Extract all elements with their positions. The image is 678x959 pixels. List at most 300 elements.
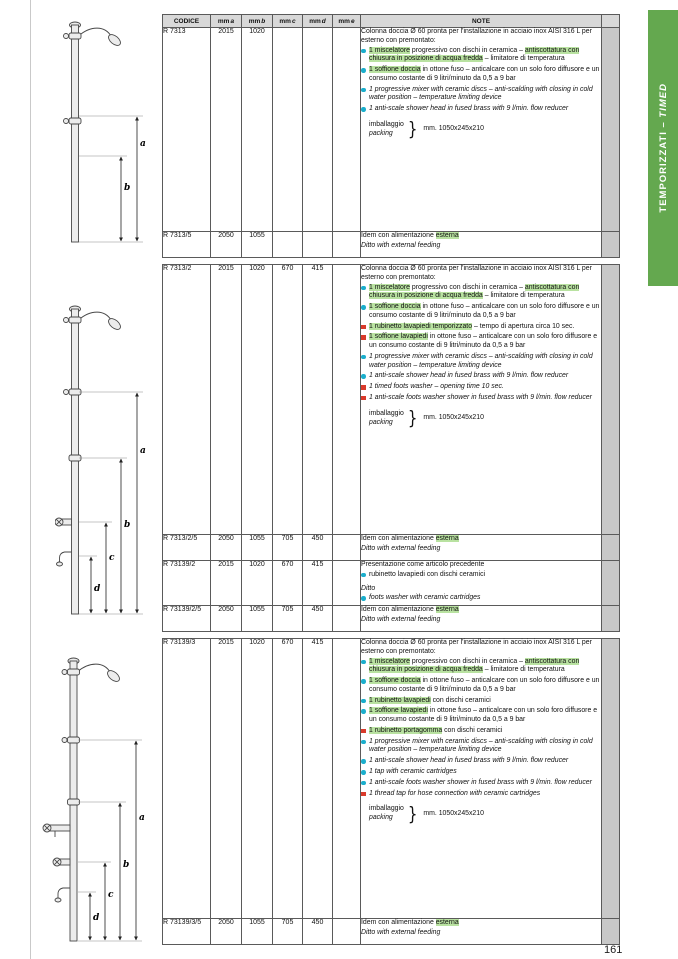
highlighted-text: esterna xyxy=(435,919,459,927)
mm-label: mm xyxy=(309,17,321,25)
dim-letter-b: b xyxy=(261,17,266,25)
dimension-cell xyxy=(333,535,361,561)
text-run: 1 progressive mixer with ceramic discs – anti-scalding with closing in cold water position – temperature limiting device xyxy=(369,737,593,754)
dot-bullet-icon xyxy=(361,305,366,310)
shower-head-icon xyxy=(107,316,123,331)
note-item xyxy=(361,707,601,725)
reference-cell xyxy=(602,919,620,945)
highlighted-text: 1 miscelatore xyxy=(369,283,410,291)
text-run: Idem con alimentazione xyxy=(361,232,436,239)
note-paragraph xyxy=(361,545,601,554)
note-text xyxy=(369,383,504,390)
mm-label: mm xyxy=(338,17,350,25)
dimension-cell xyxy=(333,561,361,606)
header-mm-e xyxy=(333,15,361,28)
note-paragraph xyxy=(361,242,601,251)
dot-bullet-icon xyxy=(361,679,366,684)
dimension-cell: 705 xyxy=(273,535,303,561)
note-item xyxy=(361,790,601,799)
product-code-cell: R 7313/2 xyxy=(163,265,211,535)
dimension-cell: 1020 xyxy=(242,561,273,606)
shower-column-figure xyxy=(64,22,123,242)
note-cell xyxy=(361,561,602,606)
note-paragraph xyxy=(361,28,601,46)
dim-label-d: d xyxy=(93,913,100,923)
highlighted-text: esterna xyxy=(435,535,459,542)
dimension-cell: 2050 xyxy=(211,535,242,561)
note-paragraph xyxy=(361,616,601,625)
spec-table-2 xyxy=(162,264,620,632)
dimension-cell xyxy=(303,232,333,258)
product-code-cell: R 7313/5 xyxy=(163,232,211,258)
dimension-annotations xyxy=(79,392,146,614)
text-run: 1 timed foots washer – opening time 10 sec. xyxy=(369,383,504,391)
text-run: in ottone fuso – anticalcare con un solo foro diffusore e un consumo costante di 9 litri/minuto da 0,5 a 9 bar xyxy=(369,677,600,693)
dimension-cell xyxy=(333,606,361,632)
product-code-cell: R 73139/3/5 xyxy=(163,919,211,945)
dot-bullet-icon xyxy=(361,88,366,93)
dot-bullet-icon xyxy=(361,759,366,764)
note-cell xyxy=(361,639,602,919)
dimension-cell: 2050 xyxy=(211,919,242,945)
text-run: Colonna doccia Ø 60 pronta per l'installazione in acciaio inox AISI 316 L per esterno con premontato: xyxy=(361,265,592,281)
note-item xyxy=(361,677,601,695)
text-run: Ditto with external feeding xyxy=(361,928,441,936)
note-item xyxy=(361,303,601,321)
note-text xyxy=(369,284,579,300)
note-text xyxy=(369,594,480,601)
note-paragraph xyxy=(361,561,601,570)
mm-label: mm xyxy=(217,17,230,25)
packing-labels xyxy=(369,410,404,428)
dimension-cell xyxy=(273,232,303,258)
note-item xyxy=(361,658,601,676)
dot-bullet-icon xyxy=(361,709,366,714)
banner-separator: – xyxy=(657,117,669,132)
reference-cell xyxy=(602,265,620,535)
square-bullet-icon xyxy=(361,729,366,734)
note-item xyxy=(361,779,601,788)
note-paragraph xyxy=(361,919,601,928)
dimension-cell: 1020 xyxy=(242,28,273,232)
square-bullet-icon xyxy=(361,325,366,330)
dim-label-b: b xyxy=(123,860,130,870)
dimension-cell: 1055 xyxy=(242,919,273,945)
text-run: Ditto with external feeding xyxy=(361,544,441,552)
note-item xyxy=(361,284,601,302)
reference-cell xyxy=(602,639,620,919)
packing-note xyxy=(369,406,601,430)
text-run: – limitatore di temperatura xyxy=(482,55,565,63)
highlighted-text: esterna xyxy=(435,232,459,239)
mm-label: mm xyxy=(248,17,261,25)
highlighted-text: 1 miscelatore xyxy=(369,46,410,54)
text-run: Ditto xyxy=(361,584,376,592)
text-run: 1 anti-scale shower head in fused brass with 9 l/min. flow reducer xyxy=(369,105,569,113)
product-code-cell: R 73139/3 xyxy=(163,639,211,919)
dot-bullet-icon xyxy=(361,781,366,786)
square-bullet-icon xyxy=(361,335,366,340)
dimension-cell xyxy=(333,639,361,919)
shower-column-figure xyxy=(55,306,122,614)
shower-column-drawing-1 xyxy=(55,16,160,248)
note-item xyxy=(361,86,601,104)
packing-label-it: imballaggio xyxy=(369,805,404,813)
note-text xyxy=(369,66,599,82)
text-run: Idem con alimentazione xyxy=(361,606,436,614)
note-text xyxy=(369,658,579,674)
note-text xyxy=(369,738,593,754)
dot-bullet-icon xyxy=(361,573,366,578)
text-run: 1 anti-scale shower head in fused brass with 9 l/min. flow reducer xyxy=(369,372,569,380)
reference-cell xyxy=(602,535,620,561)
text-run: – tempo di apertura circa 10 sec. xyxy=(472,322,575,330)
dimension-cell xyxy=(273,28,303,232)
packing-label-en: packing xyxy=(369,418,393,426)
text-run: in ottone fuso – anticalcare con un solo foro diffusore e un consumo costante di 9 litri/minuto da 0,5 a 9 bar xyxy=(369,333,598,350)
dim-label-c: c xyxy=(109,553,115,563)
table-row xyxy=(163,606,620,632)
note-paragraph xyxy=(361,639,601,657)
dimension-cell: 1055 xyxy=(242,535,273,561)
note-cell xyxy=(361,265,602,535)
text-run: progressivo con dischi in ceramica – xyxy=(409,283,525,291)
packing-size: mm. 1050x245x210 xyxy=(423,809,484,817)
highlighted-text: 1 rubinetto portagomma xyxy=(369,726,443,734)
dim-letter-a: a xyxy=(230,17,235,25)
note-paragraph xyxy=(361,535,601,544)
note-item xyxy=(361,323,601,332)
packing-note xyxy=(369,802,601,825)
brace-glyph: } xyxy=(407,117,418,141)
note-item xyxy=(361,383,601,392)
spec-table-1 xyxy=(162,14,620,258)
text-run: con dischi ceramici xyxy=(442,726,503,734)
table-row xyxy=(163,639,620,919)
brace-glyph: } xyxy=(407,802,418,825)
dimension-cell: 670 xyxy=(273,639,303,919)
product-code-cell: R 7313 xyxy=(163,28,211,232)
note-text xyxy=(369,86,593,102)
shower-column-drawing-2 xyxy=(55,300,160,622)
dimension-cell xyxy=(303,28,333,232)
packing-size: mm. 1050x245x210 xyxy=(423,414,484,422)
note-item xyxy=(361,738,601,756)
note-item xyxy=(361,768,601,777)
dimension-cell: 415 xyxy=(303,639,333,919)
dimension-cell: 450 xyxy=(303,535,333,561)
dot-bullet-icon xyxy=(361,107,366,112)
dim-label-d: d xyxy=(94,584,101,594)
note-text xyxy=(361,242,440,249)
table-row xyxy=(163,232,620,258)
reference-cell xyxy=(602,561,620,606)
highlighted-text: 1 rubinetto lavapiedi temporizzato xyxy=(369,322,473,330)
text-run: 1 progressive mixer with ceramic discs – anti-scalding with closing in cold water position – temperature limiting device xyxy=(369,352,593,369)
text-run: Ditto with external feeding xyxy=(361,615,441,623)
text-run: 1 progressive mixer with ceramic discs – anti-scalding with closing in cold water position – temperature limiting device xyxy=(369,85,593,102)
note-text xyxy=(361,585,375,592)
note-text xyxy=(369,790,540,797)
square-bullet-icon xyxy=(361,396,366,401)
dimension-cell: 2015 xyxy=(211,561,242,606)
note-text xyxy=(369,47,579,63)
note-cell xyxy=(361,232,602,258)
dim-letter-c: c xyxy=(291,17,296,25)
dim-label-a: a xyxy=(140,446,146,456)
text-run: 1 tap with ceramic cartridges xyxy=(369,768,457,776)
note-cell xyxy=(361,535,602,561)
dot-bullet-icon xyxy=(361,699,366,704)
note-paragraph xyxy=(361,265,601,283)
text-run: con dischi ceramici xyxy=(430,696,491,704)
text-run: 1 anti-scale shower head in fused brass with 9 l/min. flow reducer xyxy=(369,757,569,765)
note-text xyxy=(369,768,457,775)
highlighted-text: esterna xyxy=(435,606,459,614)
spec-tables xyxy=(162,14,620,951)
shower-head-icon xyxy=(106,668,122,683)
dot-bullet-icon xyxy=(361,355,366,360)
dimension-cell: 2015 xyxy=(211,28,242,232)
text-run: progressivo con dischi in ceramica – xyxy=(409,657,525,665)
dimension-cell: 670 xyxy=(273,561,303,606)
note-text xyxy=(369,303,599,319)
note-text xyxy=(361,606,459,613)
dot-bullet-icon xyxy=(361,660,366,665)
note-text xyxy=(361,535,459,542)
note-item xyxy=(361,697,601,706)
highlighted-text: 1 soffione doccia xyxy=(369,677,421,685)
text-run: – limitatore di temperatura xyxy=(482,292,565,300)
shower-head-icon xyxy=(107,32,123,47)
foot-washer-spout-icon xyxy=(55,888,70,902)
packing-label-it: imballaggio xyxy=(369,409,404,417)
note-item xyxy=(361,372,601,381)
dot-bullet-icon xyxy=(361,286,366,291)
product-code-cell: R 7313/2/5 xyxy=(163,535,211,561)
dimension-cell: 415 xyxy=(303,265,333,535)
dimension-cell xyxy=(333,28,361,232)
note-item xyxy=(361,727,601,736)
packing-label-en: packing xyxy=(369,814,393,822)
dimension-cell: 705 xyxy=(273,919,303,945)
note-text xyxy=(369,757,568,764)
text-run: – limitatore di temperatura xyxy=(482,666,565,674)
table-row xyxy=(163,919,620,945)
product-code-cell: R 73139/2 xyxy=(163,561,211,606)
dimension-cell xyxy=(333,232,361,258)
foot-washer-tap-icon xyxy=(53,858,70,866)
text-run: progressivo con dischi in ceramica – xyxy=(409,46,525,54)
dimension-cell xyxy=(333,919,361,945)
dimension-cell: 1055 xyxy=(242,606,273,632)
highlighted-text: 1 rubinetto lavapiedi xyxy=(369,696,431,704)
dimension-cell: 450 xyxy=(303,919,333,945)
banner-bold-text: TEMPORIZZATI xyxy=(657,131,669,213)
page-edge-line xyxy=(30,0,31,959)
dim-letter-d: d xyxy=(321,17,326,25)
note-cell xyxy=(361,28,602,232)
note-paragraph xyxy=(361,606,601,615)
text-run: 1 anti-scale foots washer shower in fused brass with 9 l/min. flow reducer xyxy=(369,393,592,401)
note-text xyxy=(361,28,592,44)
note-item xyxy=(361,105,601,114)
note-item xyxy=(361,571,601,580)
dimension-annotations xyxy=(79,116,146,242)
banner-italic-text: TIMED xyxy=(657,83,669,118)
highlighted-text: antiscottatura con chiusura in posizione di acqua fredda xyxy=(369,46,580,63)
reference-cell xyxy=(602,606,620,632)
note-item xyxy=(361,594,601,603)
reference-cell xyxy=(602,28,620,232)
text-run: Colonna doccia Ø 60 pronta per l'installazione in acciaio inox AISI 316 L per esterno con premontato: xyxy=(361,28,592,44)
foot-washer-spout-icon xyxy=(57,552,72,566)
note-text xyxy=(369,105,568,112)
dimension-cell: 450 xyxy=(303,606,333,632)
dimension-cell: 2050 xyxy=(211,606,242,632)
packing-size: mm. 1050x245x210 xyxy=(423,125,484,133)
dimension-cell xyxy=(333,265,361,535)
dot-bullet-icon xyxy=(361,68,366,73)
note-text xyxy=(361,561,484,568)
dim-label-a: a xyxy=(140,139,146,149)
table-row xyxy=(163,561,620,606)
note-text xyxy=(361,545,440,552)
note-item xyxy=(361,66,601,84)
product-code-cell: R 73139/2/5 xyxy=(163,606,211,632)
dimension-cell: 1055 xyxy=(242,232,273,258)
note-item xyxy=(361,394,601,403)
dot-bullet-icon xyxy=(361,740,366,745)
table-row xyxy=(163,535,620,561)
note-paragraph xyxy=(361,929,601,938)
dim-label-a: a xyxy=(139,813,145,823)
packing-labels xyxy=(369,805,404,823)
note-text xyxy=(369,333,597,349)
text-run: in ottone fuso – anticalcare con un solo foro diffusore e un consumo costante di 9 litri/minuto da 0,5 a 9 bar xyxy=(369,303,600,319)
text-run: Ditto with external feeding xyxy=(361,241,441,249)
note-paragraph xyxy=(361,585,601,594)
header-mm-d xyxy=(303,15,333,28)
square-bullet-icon xyxy=(361,385,366,390)
side-banner xyxy=(648,10,678,286)
highlighted-text: 1 soffione lavapiedi xyxy=(369,333,428,341)
dimension-cell: 1020 xyxy=(242,265,273,535)
brace-glyph: } xyxy=(407,406,418,430)
note-text xyxy=(361,616,440,623)
highlighted-text: 1 soffione doccia xyxy=(369,66,421,74)
highlighted-text: antiscottatura con chiusura in posizione di acqua fredda xyxy=(369,283,580,300)
dimension-cell: 1020 xyxy=(242,639,273,919)
packing-note xyxy=(369,117,601,141)
note-cell xyxy=(361,919,602,945)
dim-label-b: b xyxy=(124,520,131,530)
text-run: in ottone fuso – anticalcare con un solo foro diffusore e un consumo costante di 9 litri/minuto da 0,5 a 9 bar xyxy=(369,66,600,82)
text-run: 1 thread tap for hose connection with ceramic cartridges xyxy=(369,789,541,797)
dim-label-b: b xyxy=(124,183,131,193)
dot-bullet-icon xyxy=(361,49,366,54)
note-paragraph xyxy=(361,232,601,241)
dimension-cell: 2015 xyxy=(211,265,242,535)
spec-table-3 xyxy=(162,638,620,945)
note-text xyxy=(361,265,592,281)
header-mm-b xyxy=(242,15,273,28)
dim-label-c: c xyxy=(108,890,114,900)
text-run: Presentazione come articolo precedente xyxy=(361,561,485,568)
note-item xyxy=(361,333,601,351)
note-text xyxy=(369,323,574,330)
dot-bullet-icon xyxy=(361,596,366,601)
dimension-annotations xyxy=(78,740,145,941)
highlighted-text: 1 miscelatore xyxy=(369,657,410,665)
highlighted-text: 1 soffione lavapiedi xyxy=(369,707,428,715)
header-mm-a xyxy=(211,15,242,28)
dimension-cell: 705 xyxy=(273,606,303,632)
header-note: NOTE xyxy=(361,15,602,28)
text-run: foots washer with ceramic cartridges xyxy=(369,594,481,602)
table-row xyxy=(163,28,620,232)
dimension-cell: 415 xyxy=(303,561,333,606)
highlighted-text: 1 soffione doccia xyxy=(369,303,421,311)
note-text xyxy=(369,727,502,734)
header-ref xyxy=(602,15,620,28)
header-codice: CODICE xyxy=(163,15,211,28)
shower-column-drawing-3 xyxy=(40,652,160,947)
text-run: Idem con alimentazione xyxy=(361,535,436,542)
note-item xyxy=(361,47,601,65)
dimension-cell: 670 xyxy=(273,265,303,535)
text-run: rubinetto lavapiedi con dischi ceramici xyxy=(369,570,486,578)
note-text xyxy=(369,779,592,786)
dimension-cell: 2015 xyxy=(211,639,242,919)
text-run: 1 anti-scale foots washer shower in fused brass with 9 l/min. flow reducer xyxy=(369,778,592,786)
note-item xyxy=(361,757,601,766)
page-number: 161 xyxy=(604,944,623,956)
header-mm-c xyxy=(273,15,303,28)
packing-label-it: imballaggio xyxy=(369,120,404,128)
packing-labels xyxy=(369,121,404,139)
note-text xyxy=(369,571,485,578)
dimension-cell: 2050 xyxy=(211,232,242,258)
note-text xyxy=(369,372,568,379)
note-cell xyxy=(361,606,602,632)
dim-letter-e: e xyxy=(350,17,355,25)
dot-bullet-icon xyxy=(361,770,366,775)
note-text xyxy=(361,929,440,936)
note-item xyxy=(361,353,601,371)
note-text xyxy=(369,677,599,693)
square-bullet-icon xyxy=(361,792,366,797)
text-run: Colonna doccia Ø 60 pronta per l'installazione in acciaio inox AISI 316 L per esterno con premontato: xyxy=(361,639,592,655)
header-row xyxy=(163,15,620,28)
text-run: in ottone fuso – anticalcare con un solo foro diffusore e un consumo costante di 9 litri/minuto da 0,5 a 9 bar xyxy=(369,707,598,724)
note-text xyxy=(361,919,459,926)
note-text xyxy=(369,353,593,369)
note-text xyxy=(369,394,592,401)
foot-washer-tap-icon xyxy=(55,518,72,526)
reference-cell xyxy=(602,232,620,258)
mm-label: mm xyxy=(279,17,291,25)
note-text xyxy=(361,639,592,655)
side-banner-label xyxy=(658,83,669,213)
table-row xyxy=(163,265,620,535)
highlighted-text: antiscottatura con chiusura in posizione di acqua fredda xyxy=(369,657,580,674)
hose-tap-icon xyxy=(43,824,70,837)
packing-label-en: packing xyxy=(369,129,393,137)
dot-bullet-icon xyxy=(361,374,366,379)
note-text xyxy=(369,697,491,704)
note-text xyxy=(369,707,597,723)
